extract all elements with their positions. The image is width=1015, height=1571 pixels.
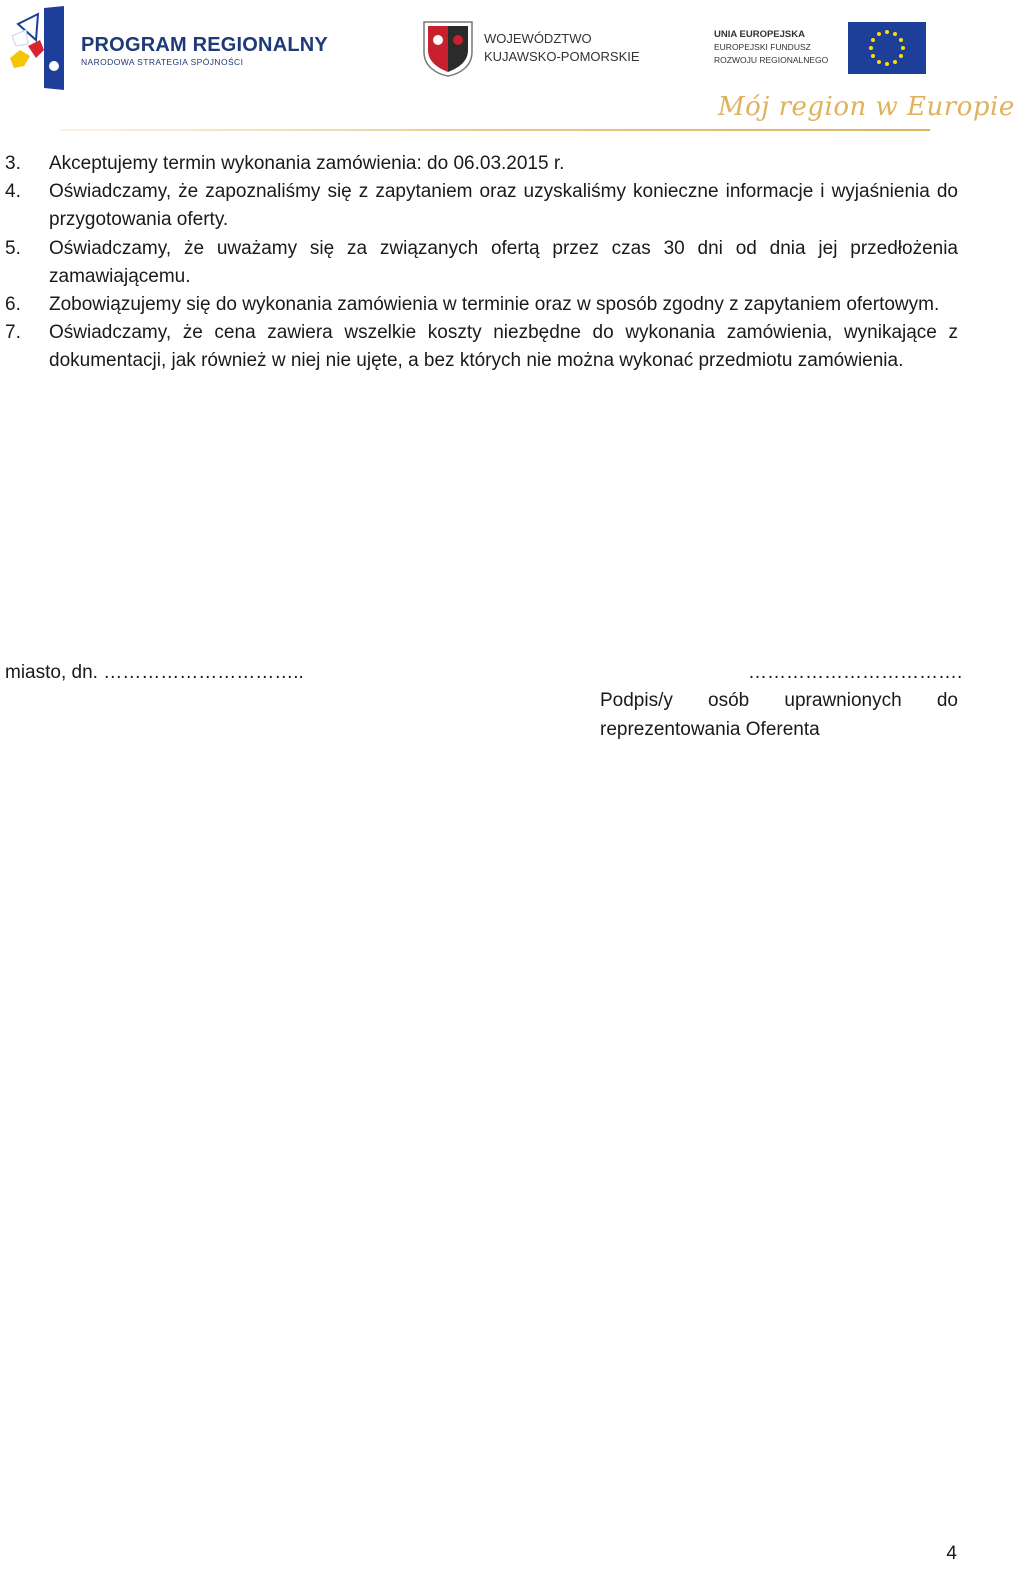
place-date-field: miasto, dn. ………………………….. — [5, 662, 304, 683]
item-text: Oświadczamy, że uważamy się za związanych ofertą przez czas 30 dni od dnia jej przedłożenia zamawiającemu. — [49, 237, 958, 287]
list-item — [5, 235, 958, 291]
caption-word: do — [936, 690, 958, 711]
item-number: 3. — [5, 153, 21, 174]
caption-word: uprawnionych — [784, 690, 902, 711]
eu-flag-icon — [848, 22, 926, 74]
item-number: 7. — [5, 322, 21, 344]
list-item — [5, 291, 958, 319]
item-number: 4. — [5, 181, 21, 203]
list-item — [5, 150, 958, 178]
signature-caption — [600, 687, 958, 744]
caption-word: Podpis/y — [600, 690, 673, 711]
eu-fund-logo — [710, 22, 930, 78]
region-name-line2: KUJAWSKO-POMORSKIE — [484, 49, 640, 64]
kujawsko-pomorskie-logo — [420, 18, 650, 80]
item-number: 6. — [5, 294, 21, 316]
item-text: Oświadczamy, że zapoznaliśmy się z zapytaniem oraz uzyskaliśmy konieczne informacje i wyjaśnienia do przygotowania oferty. — [49, 181, 958, 231]
eu-name: UNIA EUROPEJSKA — [714, 29, 805, 40]
header-divider — [60, 128, 930, 132]
region-name-line1: WOJEWÓDZTWO — [484, 31, 592, 46]
eu-fund-line2: ROZWOJU REGIONALNEGO — [714, 55, 829, 65]
item-text: Akceptujemy termin wykonania zamówienia: do 06.03.2015 r. — [49, 153, 565, 174]
document-header — [0, 0, 1015, 145]
signature-line: ……………………………. — [748, 662, 963, 683]
program-regionalny-logo — [6, 6, 336, 92]
page-number: 4 — [946, 1543, 957, 1564]
program-regionalny-subtitle: NARODOWA STRATEGIA SPÓJNOŚCI — [81, 57, 244, 67]
list-item — [5, 178, 958, 234]
program-regionalny-title: PROGRAM REGIONALNY — [81, 34, 328, 56]
eu-fund-line1: EUROPEJSKI FUNDUSZ — [714, 42, 811, 52]
item-number: 5. — [5, 237, 21, 259]
caption-line2: reprezentowania Oferenta — [600, 718, 820, 740]
statements-list — [5, 150, 958, 376]
coat-of-arms-icon — [420, 18, 476, 78]
caption-word: osób — [708, 690, 750, 711]
item-text: Zobowiązujemy się do wykonania zamówienia w terminie oraz w sposób zgodny z zapytaniem ofertowym. — [49, 294, 940, 316]
slogan: Mój region w Europie — [718, 92, 1015, 122]
item-text: Oświadczamy, że cena zawiera wszelkie koszty niezbędne do wykonania zamówienia, wynikające z dokumentacji, jak również w niej nie ujęte, a bez których nie można wykonać przedmiotu zamówienia. — [49, 322, 958, 372]
list-item — [5, 319, 958, 375]
program-regionalny-emblem-icon — [6, 6, 76, 92]
